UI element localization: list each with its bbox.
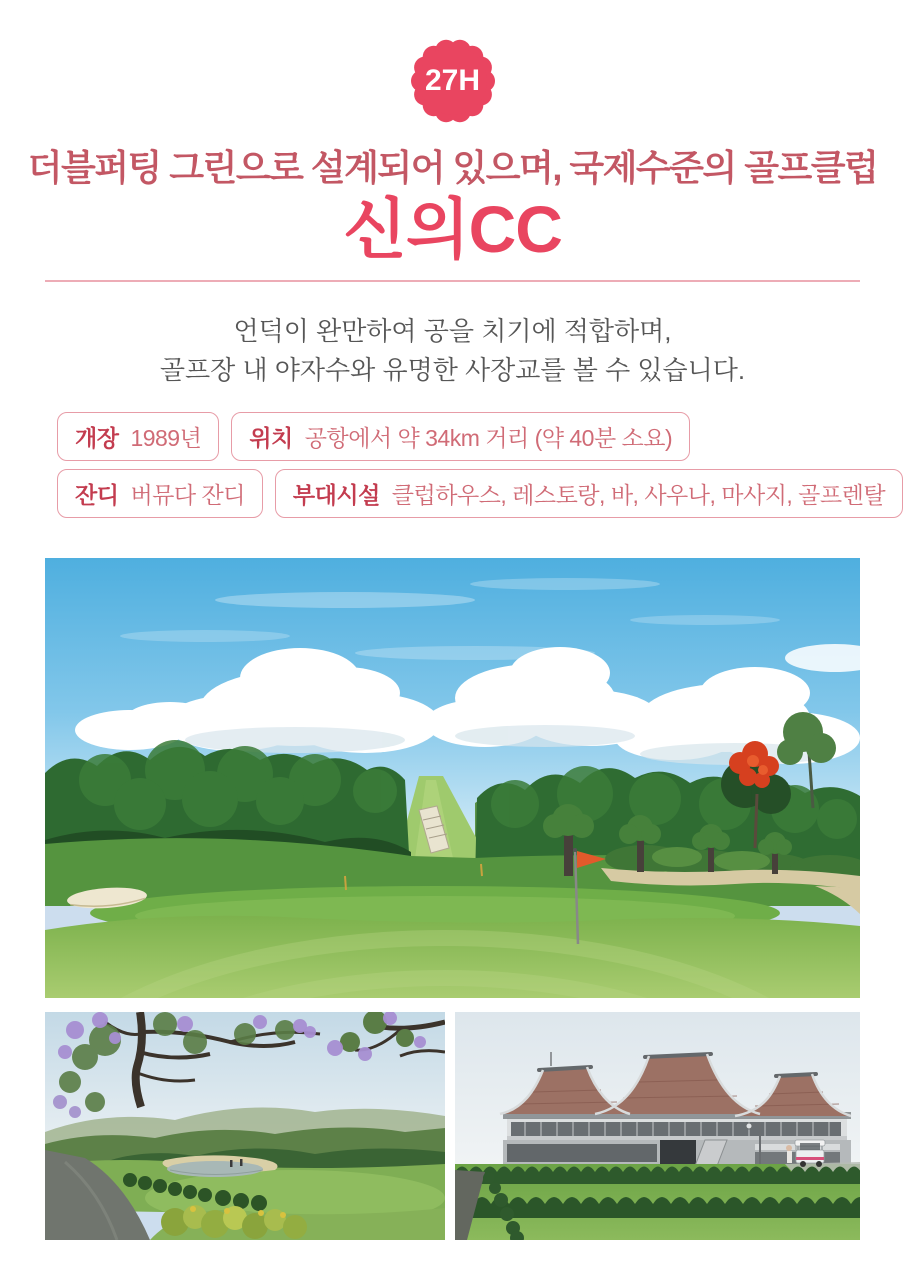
divider (45, 280, 860, 282)
description-line2: 골프장 내 야자수와 유명한 사장교를 볼 수 있습니다. (159, 354, 746, 385)
pill-value: 공항에서 약 34km 거리 (약 40분 소요) (304, 424, 673, 451)
pill-label: 잔디 (75, 481, 119, 508)
info-pill-location (231, 412, 690, 461)
pill-label: 부대시설 (292, 481, 380, 508)
photo-row (45, 1012, 860, 1240)
pill-value: 클럽하우스, 레스토랑, 바, 사우나, 마사지, 골프렌탈 (391, 481, 886, 508)
badge-label: 27H (424, 64, 481, 97)
golf-course-panorama-illustration (45, 558, 860, 998)
info-pill-row-1 (57, 412, 860, 461)
description (0, 312, 905, 390)
description-line1: 언덕이 완만하여 공을 치기에 적합하며, (233, 315, 672, 346)
pill-label: 개장 (75, 424, 119, 451)
clubhouse-illustration (455, 1012, 860, 1240)
info-pill-grass (57, 469, 263, 518)
info-pills (45, 412, 886, 518)
pill-value: 1989년 (130, 424, 202, 451)
pill-value: 버뮤다 잔디 (130, 481, 245, 508)
photo-clubhouse (455, 1012, 860, 1240)
photo-fairway-jacaranda (45, 1012, 445, 1240)
info-pill-facilities (275, 469, 903, 518)
pill-label: 위치 (249, 424, 293, 451)
fairway-jacaranda-illustration (45, 1012, 445, 1240)
info-pill-open-year (57, 412, 219, 461)
photo-golf-course-panorama (45, 558, 860, 998)
subtitle: 더블퍼팅 그린으로 설계되어 있으며, 국제수준의 골프클럽 (27, 147, 878, 188)
badge-27h (410, 38, 496, 124)
page-title: 신의CC (343, 192, 562, 266)
info-pill-row-2 (57, 469, 886, 518)
